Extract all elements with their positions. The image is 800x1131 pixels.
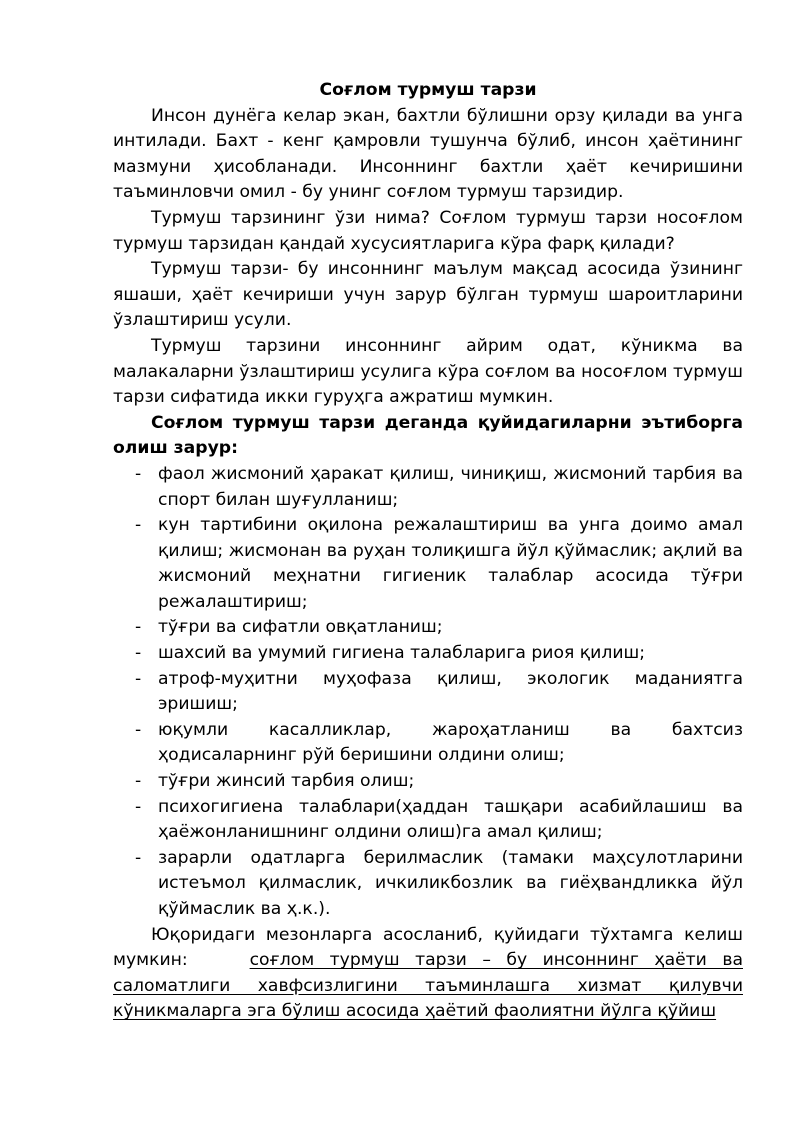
list-item-text: тўғри ва сифатли овқатланиш; xyxy=(158,617,443,638)
list-item xyxy=(135,667,743,718)
conclusion-definition: соғлом турмуш тарзи – бу инсоннинг ҳаёти ва саломатлиги хавфсизлигини таъминлашга хизмат қилувчи кўникмаларга эга бўлиш асосида ҳаётий фаолиятни йўлга қўйиш xyxy=(113,950,743,1022)
list-item-text: кун тартибини оқилона режалаштириш ва унга доимо амал қилиш; жисмонан ва руҳан толиқишга йўл қўймаслик; ақлий ва жисмоний меҳнатни гигиеник талаблар асосида тўғри режалаштириш; xyxy=(158,515,743,612)
list-item-text: фаол жисмоний ҳаракат қилиш, чиниқиш, жисмоний тарбия ва спорт билан шуғулланиш; xyxy=(158,463,743,510)
paragraph-definition: Турмуш тарзи- бу инсоннинг маълум мақсад асосида ўзининг яшаши, ҳаёт кечириши учун зарур бўлган турмуш шароитларини ўзлаштириш усули. xyxy=(113,259,743,331)
list-item-text: юқумли касалликлар, жароҳатланиш ва бахтсиз ҳодисаларнинг рўй беришини олдини олиш; xyxy=(158,719,743,766)
dash-bullet: - xyxy=(135,668,142,689)
document-title: Соғлом турмуш тарзи xyxy=(319,80,537,100)
list-item xyxy=(135,513,743,615)
paragraph-conclusion xyxy=(113,923,743,1025)
dash-bullet: - xyxy=(135,847,142,868)
list-item-text: атроф-муҳитни муҳофаза қилиш, экологик маданиятга эришиш; xyxy=(158,668,743,715)
dash-bullet: - xyxy=(135,515,142,536)
dash-bullet: - xyxy=(135,771,142,792)
list-heading: Соғлом турмуш тарзи деганда қуйидагиларни эътиборга олиш зарур: xyxy=(113,412,743,459)
paragraph-classification: Турмуш тарзини инсоннинг айрим одат, кўникма ва малакаларни ўзлаштириш усулига кўра соғлом ва носоғлом турмуш тарзи сифатида икки гуруҳга ажратиш мумкин. xyxy=(113,335,743,408)
list-item xyxy=(135,795,743,846)
list-item xyxy=(135,769,743,795)
dash-bullet: - xyxy=(135,719,142,740)
list-item xyxy=(135,641,743,667)
dash-bullet: - xyxy=(135,617,142,638)
list-item xyxy=(135,718,743,769)
conclusion-intro: Юқоридаги мезонларга асосланиб, қуйидаги тўхтамга келиш мумкин: xyxy=(113,924,743,971)
list-item-text: психогигиена талаблари(ҳаддан ташқари асабийлашиш ва ҳаёжонланишнинг олдини олиш)га амал қилиш; xyxy=(158,796,743,843)
list-item xyxy=(135,462,743,513)
criteria-list xyxy=(113,462,743,923)
dash-bullet: - xyxy=(135,643,142,664)
list-item-text: зарарли одатларга берилмаслик (тамаки маҳсулотларини истеъмол қилмаслик, ичкиликбозлик ва гиёҳвандликка йўл қўймаслик ва ҳ.к.). xyxy=(158,847,743,919)
list-item xyxy=(135,846,743,923)
dash-bullet: - xyxy=(135,796,142,817)
dash-bullet: - xyxy=(135,463,142,484)
paragraph-question: Турмуш тарзининг ўзи нима? Соғлом турмуш тарзи носоғлом турмуш тарзидан қандай хусусиятларига кўра фарқ қилади? xyxy=(113,207,743,254)
list-item-text: шахсий ва умумий гигиена талабларига риоя қилиш; xyxy=(158,643,646,664)
list-item-text: тўғри жинсий тарбия олиш; xyxy=(158,771,415,792)
paragraph-intro: Инсон дунёга келар экан, бахтли бўлишни орзу қилади ва унга интилади. Бахт - кенг қамровли тушунча бўлиб, инсон ҳаётининг мазмуни ҳисобланади. Инсоннинг бахтли ҳаёт кечиришини таъминловчи омил - бу унинг соғлом турмуш тарзидир. xyxy=(113,105,743,203)
document-page xyxy=(113,78,743,1025)
list-item xyxy=(135,615,743,641)
